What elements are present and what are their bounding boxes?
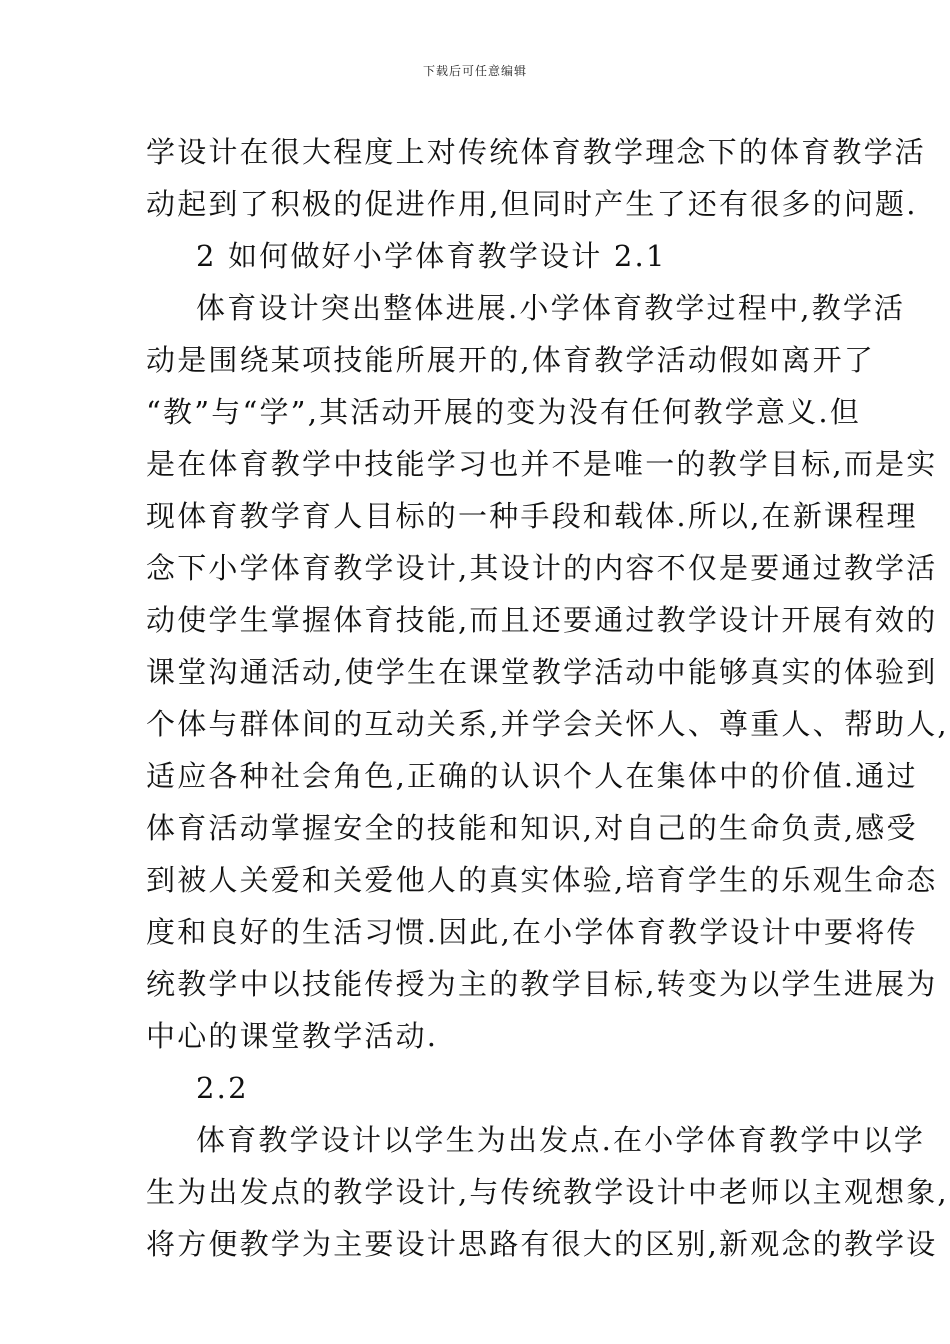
page-header: 下载后可任意编辑 (422, 64, 527, 78)
text-line: 适应各种社会角色,正确的认识个人在集体中的价值.通过 (146, 759, 918, 793)
text-line: “教”与“学”,其活动开展的变为没有任何教学意义.但 (146, 395, 861, 429)
text-line: 统教学中以技能传授为主的教学目标,转变为以学生进展为 (146, 967, 938, 1001)
text-line: 体育活动掌握安全的技能和知识,对自己的生命负责,感受 (146, 811, 918, 845)
text-line: 动使学生掌握体育技能,而且还要通过教学设计开展有效的 (146, 603, 938, 637)
text-line: 课堂沟通活动,使学生在课堂教学活动中能够真实的体验到 (146, 655, 938, 689)
text-line: 学设计在很大程度上对传统体育教学理念下的体育教学活 (146, 135, 927, 169)
text-line: 动起到了积极的促进作用,但同时产生了还有很多的问题. (146, 187, 918, 221)
section-heading-2-1: 2 如何做好小学体育教学设计 2.1 (196, 239, 667, 273)
text-line: 将方便教学为主要设计思路有很大的区别,新观念的教学设 (146, 1227, 938, 1261)
text-line: 体育设计突出整体进展.小学体育教学过程中,教学活 (196, 291, 906, 325)
text-line: 个体与群体间的互动关系,并学会关怀人、尊重人、帮助人, (146, 707, 949, 741)
section-heading-2-2: 2.2 (196, 1071, 249, 1105)
text-line: 度和良好的生活习惯.因此,在小学体育教学设计中要将传 (146, 915, 918, 949)
text-line: 中心的课堂教学活动. (146, 1019, 439, 1053)
text-line: 动是围绕某项技能所展开的,体育教学活动假如离开了 (146, 343, 876, 377)
text-line: 生为出发点的教学设计,与传统教学设计中老师以主观想象, (146, 1175, 949, 1209)
body-text (146, 126, 949, 1270)
text-line: 念下小学体育教学设计,其设计的内容不仅是要通过教学活 (146, 551, 938, 585)
text-line: 是在体育教学中技能学习也并不是唯一的教学目标,而是实 (146, 447, 938, 481)
text-line: 到被人关爱和关爱他人的真实体验,培育学生的乐观生命态 (146, 863, 938, 897)
text-line: 体育教学设计以学生为出发点.在小学体育教学中以学 (196, 1123, 926, 1157)
text-line: 现体育教学育人目标的一种手段和载体.所以,在新课程理 (146, 499, 918, 533)
